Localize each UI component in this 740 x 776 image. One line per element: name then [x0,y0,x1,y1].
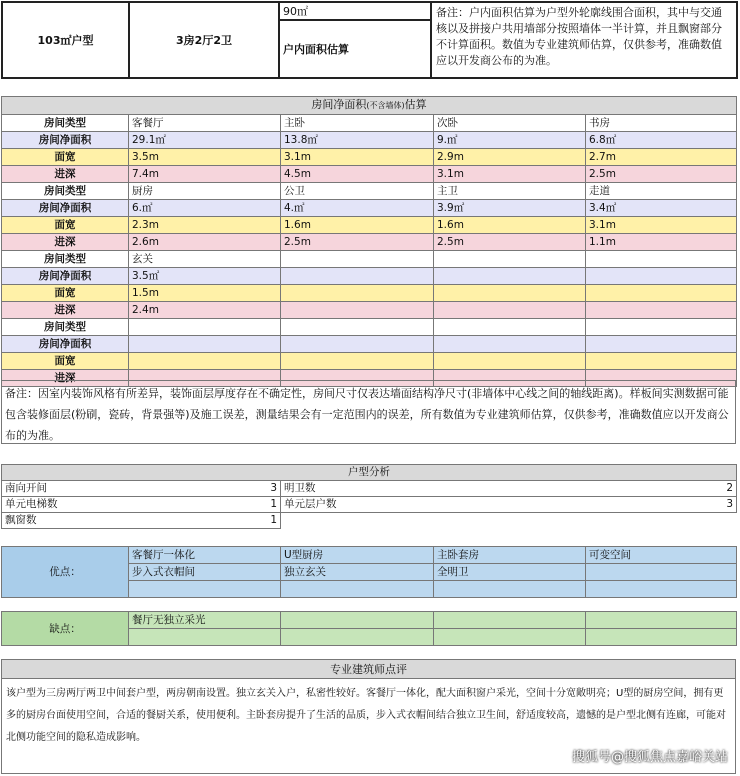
pro-item [129,581,281,598]
room-cell: 3.1m [586,217,737,234]
row-label-type: 房间类型 [2,183,129,200]
area-value-cell: 90㎡ [279,2,431,20]
pros-table [1,546,737,598]
pro-item [281,581,434,598]
room-row-width [2,217,737,234]
analysis-key: 明卫数 2 [281,481,737,497]
pros-label: 优点： [2,547,129,598]
room-cell: 4.㎡ [281,200,434,217]
room-row-area [2,200,737,217]
review-text: 该户型为三房两厅两卫中间套户型，两房朝南设置。独立玄关入户，私密性较好。客餐厅一体化，配大面积窗户采光，空间十分宽敞明亮；U型的厨房空间，拥有更多的厨房台面使用空间，合适的餐厨关系，使用便利。主卧套房提升了生活的品质，步入式衣帽间结合独立卫生间，舒适度较高，遗憾的是户型北侧有连廊，可能对北侧功能空间的隐私造成影响。 [1,679,736,774]
room-cell: 29.1㎡ [129,132,281,149]
room-row-area [2,336,737,353]
room-cell: 主卧 [281,115,434,132]
room-cell: 3.9㎡ [434,200,586,217]
room-row-width [2,353,737,370]
room-cell [586,336,737,353]
room-cell [129,336,281,353]
room-cell: 2.3m [129,217,281,234]
room-cell [586,353,737,370]
pro-item: 步入式衣帽间 [129,564,281,581]
room-cell: 公卫 [281,183,434,200]
room-cell: 次卧 [434,115,586,132]
room-cell: 客餐厅 [129,115,281,132]
room-cell [434,268,586,285]
room-cell [281,268,434,285]
room-cell: 1.1m [586,234,737,251]
analysis-key: 单元层户数 3 [281,497,737,513]
analysis-empty [281,513,737,529]
pro-item: U型厨房 [281,547,434,564]
room-row-depth [2,166,737,183]
analysis-table [1,464,737,529]
row-label-width: 面宽 [2,353,129,370]
room-cell: 主卫 [434,183,586,200]
room-row-depth [2,302,737,319]
row-label-width: 面宽 [2,285,129,302]
analysis-key: 飘窗数 1 [2,513,281,529]
room-cell: 7.4m [129,166,281,183]
cons-label: 缺点： [2,612,129,646]
room-cell: 1.6m [281,217,434,234]
room-cell: 3.5㎡ [129,268,281,285]
rooms-note: 备注：因室内装饰风格有所差异，装饰面层厚度存在不确定性，房间尺寸仅表达墙面结构净尺寸(非墙体中心线之间的轴线距离)。样板间实测数据可能包含装修面层(粉刷，瓷砖，背景强等)及施工误差，测量结果会有一定范围内的误差，所有数值为专业建筑师估算，仅供参考，准确数值应以开发商公布的为准。 [1,380,736,444]
watermark-text: 搜狐号@搜狐焦点嘉峪关站 [571,750,728,765]
room-row-area [2,132,737,149]
row-label-width: 面宽 [2,217,129,234]
analysis-title: 户型分析 [2,465,737,481]
pro-item: 客餐厅一体化 [129,547,281,564]
pro-item [434,581,586,598]
review-title: 专业建筑师点评 [1,659,736,679]
room-cell: 走道 [586,183,737,200]
rooms-title: 房间净面积(不含墙体)估算 [2,97,737,115]
room-cell: 2.5m [281,234,434,251]
row-label-area: 房间净面积 [2,268,129,285]
pro-item: 独立玄关 [281,564,434,581]
room-cell: 3.5m [129,149,281,166]
room-cell: 玄关 [129,251,281,268]
row-label-depth: 进深 [2,302,129,319]
area-note-cell: 备注：户内面积估算为户型外轮廓线围合面积，其中与交通核以及拼接户共用墙部分按照墙体一半计算，并且飘窗部分不计算面积。数值为专业建筑师估算，仅供参考，准确数值应以开发商公布的为准。 [431,2,737,78]
analysis-row [2,513,737,529]
room-cell [281,319,434,336]
room-cell: 2.7m [586,149,737,166]
room-cell: 4.5m [281,166,434,183]
room-cell [281,302,434,319]
con-item [281,612,434,629]
room-row-type [2,115,737,132]
room-cell: 2.5m [586,166,737,183]
room-row-width [2,149,737,166]
con-item [281,629,434,646]
analysis-key: 南向开间 3 [2,481,281,497]
row-label-depth: 进深 [2,234,129,251]
row-label-depth: 进深 [2,370,129,387]
con-item [129,629,281,646]
room-cell [434,336,586,353]
row-label-area: 房间净面积 [2,132,129,149]
room-cell [434,353,586,370]
room-row-area [2,268,737,285]
pro-item [586,581,737,598]
room-cell: 6.㎡ [129,200,281,217]
room-cell [281,285,434,302]
room-cell [586,251,737,268]
con-item [434,612,586,629]
room-cell: 1.6m [434,217,586,234]
row-label-depth: 进深 [2,166,129,183]
room-row-type [2,251,737,268]
room-cell: 2.5m [434,234,586,251]
row-label-area: 房间净面积 [2,200,129,217]
room-cell [281,251,434,268]
room-cell: 1.5m [129,285,281,302]
header-table [1,1,738,79]
room-cell [281,336,434,353]
area-label-cell: 户内面积估算 [279,20,431,78]
con-item [586,612,737,629]
rooms-table [1,96,737,387]
pro-item [586,564,737,581]
room-cell [586,302,737,319]
room-row-type [2,319,737,336]
layout-cell: 3房2厅2卫 [129,2,279,78]
room-row-width [2,285,737,302]
room-cell: 2.9m [434,149,586,166]
room-cell [129,353,281,370]
room-cell [586,268,737,285]
room-cell [434,319,586,336]
room-row-depth [2,234,737,251]
room-row-type [2,183,737,200]
room-cell: 书房 [586,115,737,132]
room-cell [434,251,586,268]
room-cell: 厨房 [129,183,281,200]
cons-table [1,611,737,646]
room-cell: 9.㎡ [434,132,586,149]
room-cell: 3.4㎡ [586,200,737,217]
room-cell [434,285,586,302]
room-cell: 3.1m [281,149,434,166]
room-cell: 2.6m [129,234,281,251]
room-cell [586,319,737,336]
analysis-row [2,497,737,513]
pro-item: 主卧套房 [434,547,586,564]
row-label-area: 房间净面积 [2,336,129,353]
room-cell [434,302,586,319]
row-label-type: 房间类型 [2,115,129,132]
pro-item: 可变空间 [586,547,737,564]
room-cell [281,353,434,370]
row-label-type: 房间类型 [2,319,129,336]
unit-type-cell: 103㎡户型 [2,2,129,78]
room-cell [586,285,737,302]
analysis-row [2,481,737,497]
con-item: 餐厅无独立采光 [129,612,281,629]
room-cell [129,319,281,336]
room-cell: 3.1m [434,166,586,183]
room-cell: 13.8㎡ [281,132,434,149]
row-label-type: 房间类型 [2,251,129,268]
room-cell: 6.8㎡ [586,132,737,149]
row-label-width: 面宽 [2,149,129,166]
room-cell: 2.4m [129,302,281,319]
con-item [434,629,586,646]
analysis-key: 单元电梯数 1 [2,497,281,513]
con-item [586,629,737,646]
pro-item: 全明卫 [434,564,586,581]
